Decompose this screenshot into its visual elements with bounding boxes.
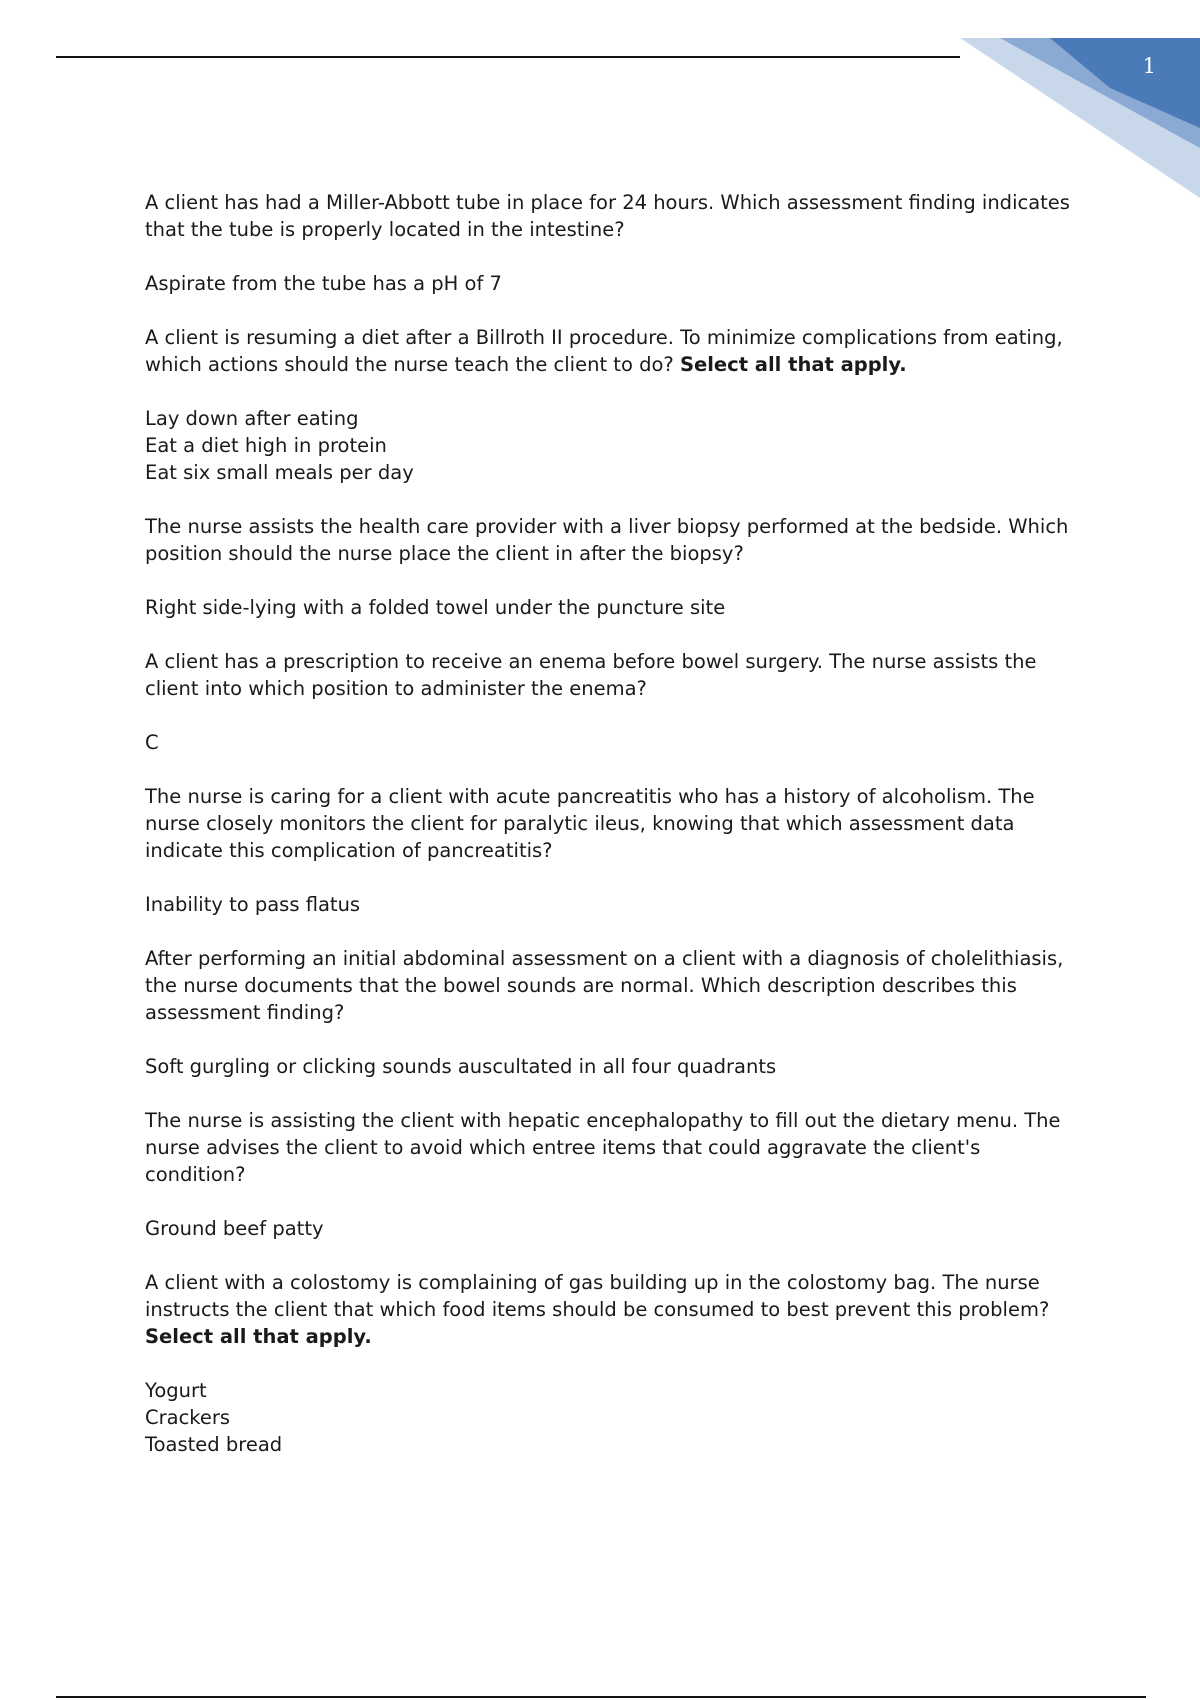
question-block bbox=[145, 189, 1085, 297]
answer-text: Crackers bbox=[145, 1406, 231, 1429]
question-text bbox=[145, 783, 1085, 864]
question-stem: A client has a prescription to receive an enema before bowel surgery. The nurse assists the client into which position to administer the enema? bbox=[145, 650, 1037, 700]
answer-list bbox=[145, 1377, 1085, 1458]
question-block bbox=[145, 648, 1085, 756]
answer-text: C bbox=[145, 731, 159, 754]
answer-text: Right side-lying with a folded towel under the puncture site bbox=[145, 596, 726, 619]
corner-decoration bbox=[960, 38, 1200, 198]
question-block bbox=[145, 1107, 1085, 1242]
question-text bbox=[145, 513, 1085, 567]
answer-text: Eat a diet high in protein bbox=[145, 434, 387, 457]
page-number: 1 bbox=[1142, 54, 1156, 78]
question-stem: A client has had a Miller-Abbott tube in place for 24 hours. Which assessment finding indicates that the tube is properly located in the intestine? bbox=[145, 191, 1070, 241]
answer-text: Eat six small meals per day bbox=[145, 461, 414, 484]
question-block bbox=[145, 324, 1085, 486]
answer-list bbox=[145, 1215, 1085, 1242]
header-rule bbox=[56, 56, 960, 58]
answer-text: Aspirate from the tube has a pH of 7 bbox=[145, 272, 502, 295]
answer-list bbox=[145, 270, 1085, 297]
question-text bbox=[145, 648, 1085, 702]
answer-list bbox=[145, 405, 1085, 486]
answer-list bbox=[145, 594, 1085, 621]
question-stem: The nurse assists the health care provider with a liver biopsy performed at the bedside. Which position should the nurse place the client in after the biopsy? bbox=[145, 515, 1069, 565]
document-body bbox=[145, 189, 1085, 1485]
answer-text: Toasted bread bbox=[145, 1433, 283, 1456]
question-text bbox=[145, 1107, 1085, 1188]
question-stem: The nurse is assisting the client with hepatic encephalopathy to fill out the dietary menu. The nurse advises the client to avoid which entree items that could aggravate the client's condition? bbox=[145, 1109, 1061, 1186]
answer-list bbox=[145, 729, 1085, 756]
question-stem: The nurse is caring for a client with acute pancreatitis who has a history of alcoholism. The nurse closely monitors the client for paralytic ileus, knowing that which assessment data indicate this complication of pancreatitis? bbox=[145, 785, 1035, 862]
question-block bbox=[145, 1269, 1085, 1458]
question-text bbox=[145, 945, 1085, 1026]
answer-list bbox=[145, 1053, 1085, 1080]
question-text bbox=[145, 1269, 1085, 1350]
question-text bbox=[145, 189, 1085, 243]
question-stem: A client with a colostomy is complaining of gas building up in the colostomy bag. The nurse instructs the client that which food items should be consumed to best prevent this problem? bbox=[145, 1271, 1050, 1321]
question-stem: A client is resuming a diet after a Billroth II procedure. To minimize complications from eating, which actions should the nurse teach the client to do? bbox=[145, 326, 1063, 376]
question-block bbox=[145, 783, 1085, 918]
answer-list bbox=[145, 891, 1085, 918]
question-block bbox=[145, 945, 1085, 1080]
answer-text: Ground beef patty bbox=[145, 1217, 324, 1240]
question-stem: After performing an initial abdominal assessment on a client with a diagnosis of cholelithiasis, the nurse documents that the bowel sounds are normal. Which description describes this assessment finding? bbox=[145, 947, 1064, 1024]
question-block bbox=[145, 513, 1085, 621]
footer-rule bbox=[56, 1696, 1146, 1698]
answer-text: Soft gurgling or clicking sounds auscultated in all four quadrants bbox=[145, 1055, 777, 1078]
answer-text: Lay down after eating bbox=[145, 407, 359, 430]
question-text bbox=[145, 324, 1085, 378]
select-all-instruction: Select all that apply. bbox=[679, 353, 907, 376]
answer-text: Yogurt bbox=[145, 1379, 207, 1402]
select-all-instruction: Select all that apply. bbox=[145, 1325, 372, 1348]
answer-text: Inability to pass flatus bbox=[145, 893, 361, 916]
